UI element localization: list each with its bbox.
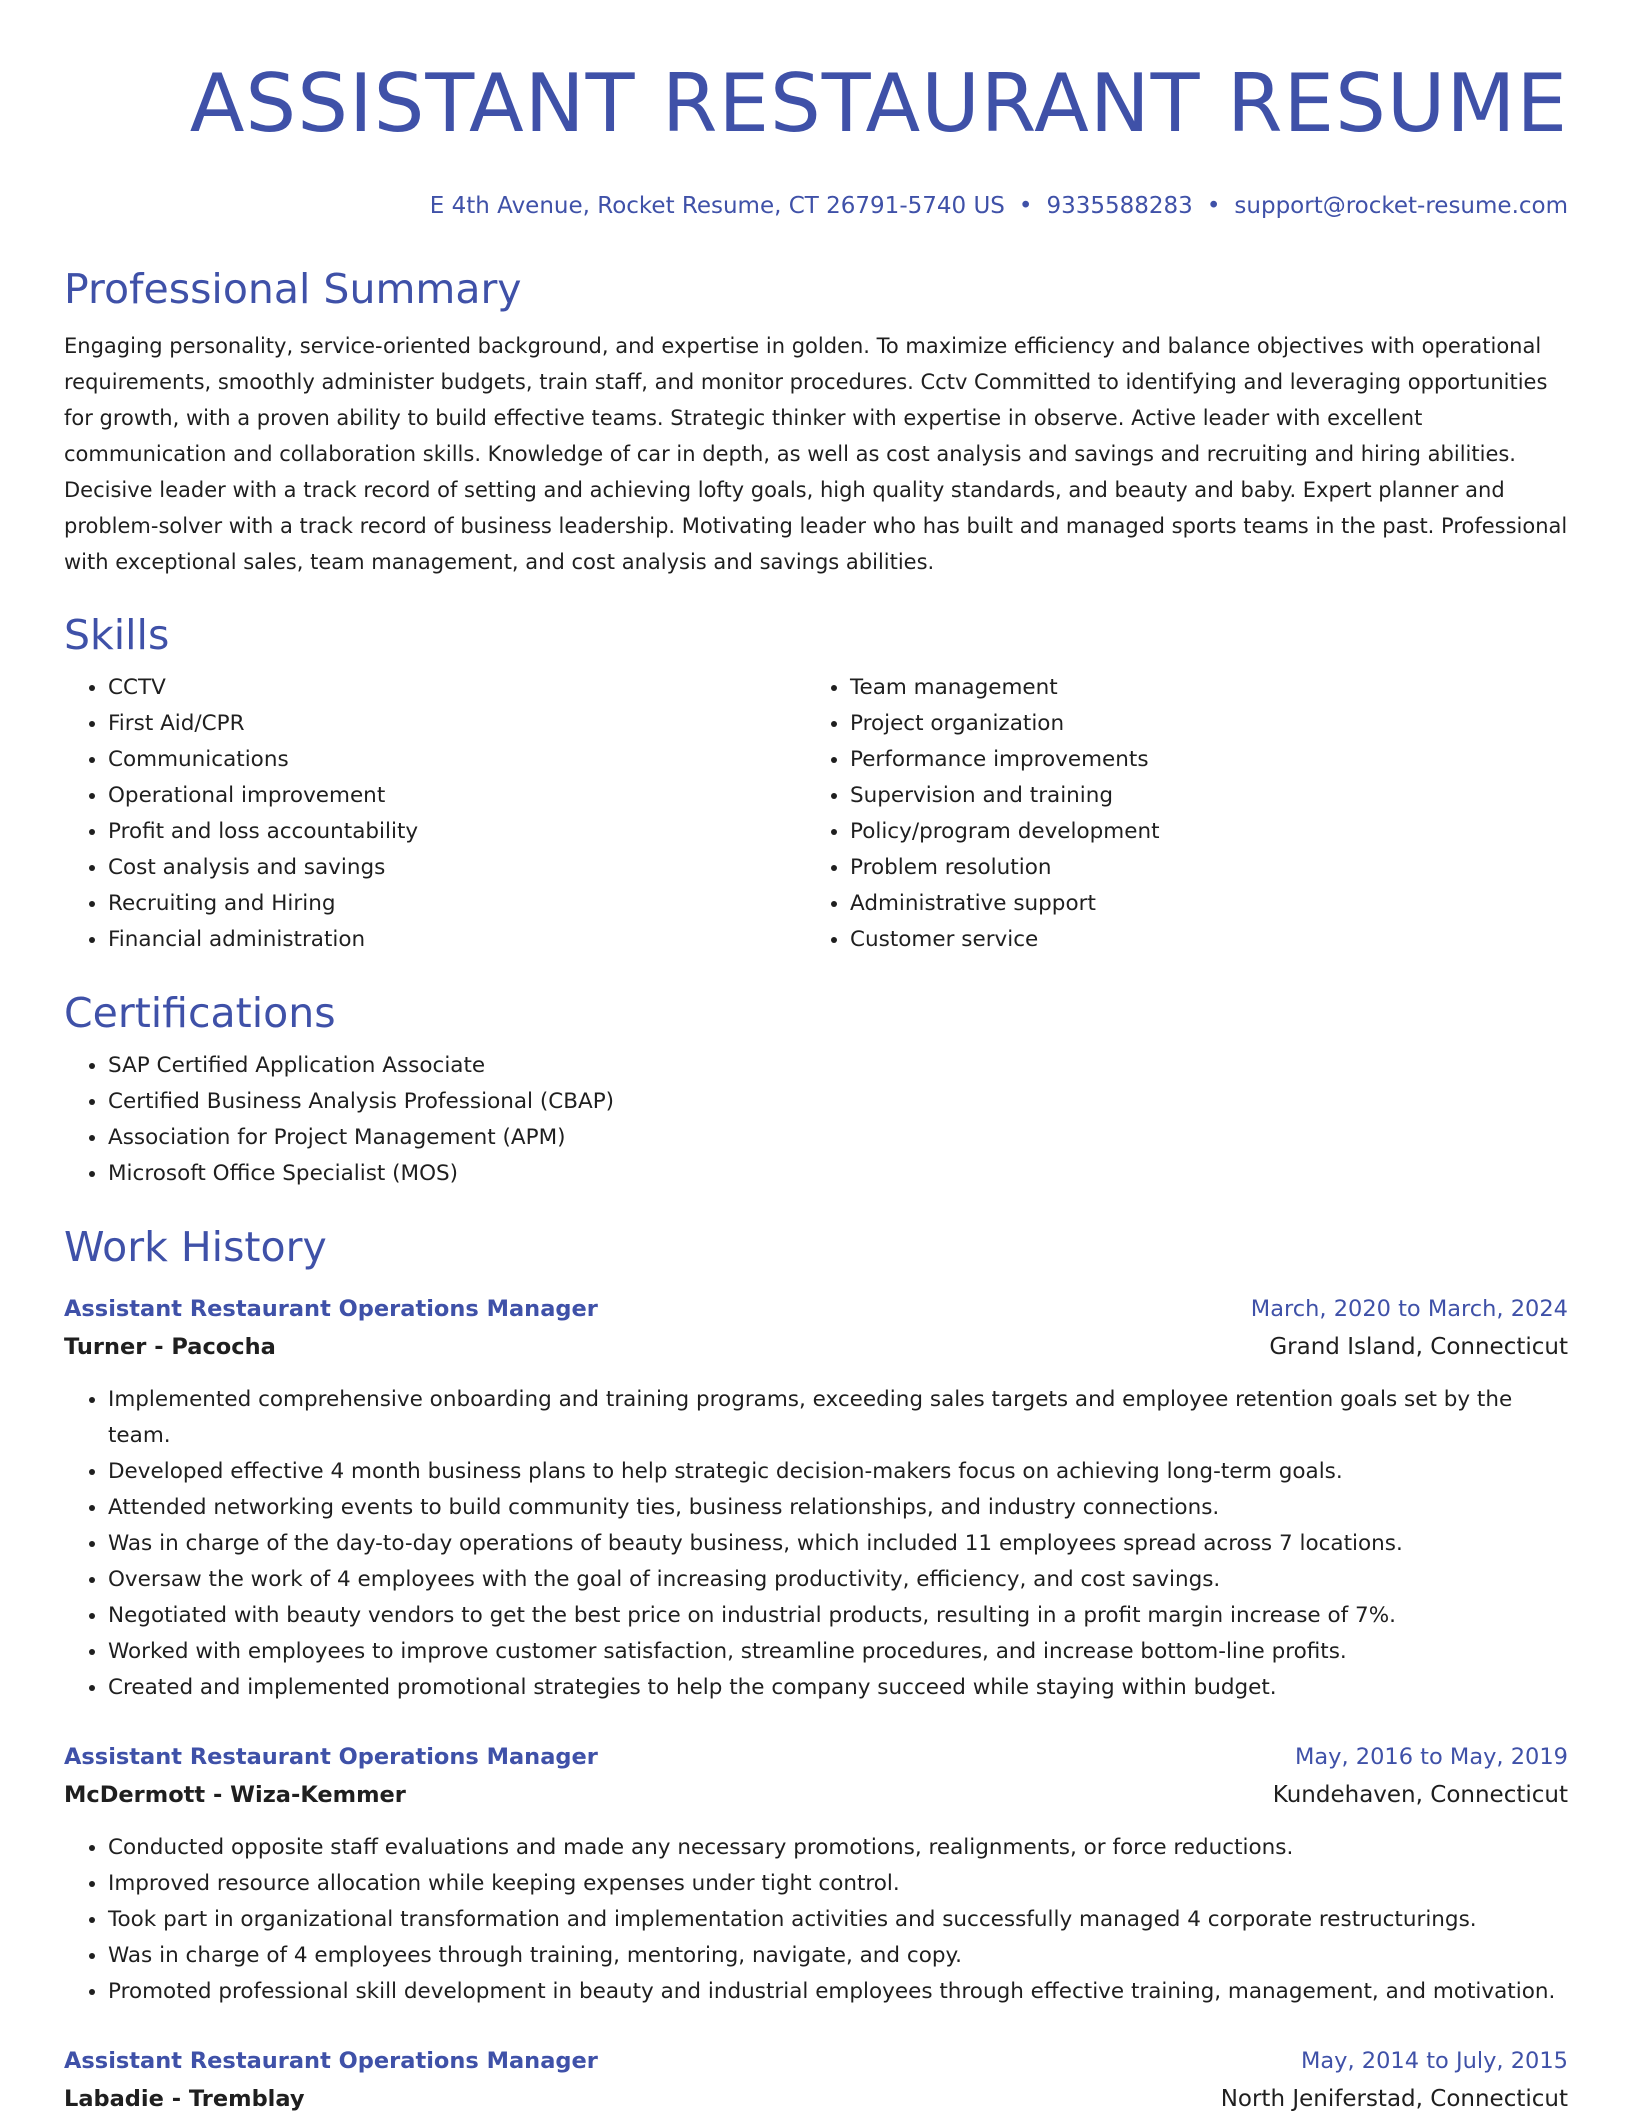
work-history-heading: Work History [64, 1223, 327, 1271]
job-dates: May, 2016 to May, 2019 [1294, 1744, 1568, 1770]
job-bullet: • Promoted professional skill development in beauty and industrial employees through effective training, management, and motivation. [108, 1974, 1568, 2010]
job-bullet: • Created and implemented promotional strategies to help the company succeed while staying within budget. [108, 1670, 1568, 1706]
job-dates: March, 2020 to March, 2024 [1250, 1296, 1568, 1322]
job-title: Assistant Restaurant Operations Manager [64, 1296, 598, 1322]
job-bullet: • Was in charge of the day-to-day operations of beauty business, which included 11 employees spread across 7 locations. [108, 1526, 1568, 1562]
skills-columns [64, 670, 1568, 958]
skill-item: • Supervision and training [850, 778, 1548, 814]
job-entry [64, 1290, 1568, 1706]
job-bullet: • Negotiated with beauty vendors to get the best price on industrial products, resulting in a profit margin increase of 7%. [108, 1598, 1568, 1634]
skill-item: • Team management [850, 670, 1548, 706]
job-bullet: • Was in charge of 4 employees through training, mentoring, navigate, and copy. [108, 1938, 1568, 1974]
certification-item: • SAP Certified Application Associate [108, 1048, 1568, 1084]
skill-item: • Recruiting and Hiring [108, 886, 806, 922]
job-bullet: • Implemented comprehensive onboarding and training programs, exceeding sales targets and employee retention goals set by the team. [108, 1382, 1568, 1454]
skill-item: • Problem resolution [850, 850, 1548, 886]
contact-line [64, 190, 1568, 222]
certifications-list [64, 1048, 1568, 1192]
job-company: McDermott - Wiza-Kemmer [64, 1782, 406, 1808]
resume-title: ASSISTANT RESTAURANT RESUME [189, 57, 1568, 150]
skill-item: • Project organization [850, 706, 1548, 742]
certifications-heading: Certifications [64, 989, 336, 1037]
job-bullet: • Worked with employees to improve customer satisfaction, streamline procedures, and increase bottom-line profits. [108, 1634, 1568, 1670]
job-bullet: • Attended networking events to build community ties, business relationships, and industry connections. [108, 1490, 1568, 1526]
skill-item: • Policy/program development [850, 814, 1548, 850]
job-bullet: • Developed effective 4 month business plans to help strategic decision-makers focus on achieving long-term goals. [108, 1454, 1568, 1490]
email-link[interactable]: support@rocket-resume.com [1234, 193, 1568, 219]
job-bullets [64, 1382, 1568, 1706]
certification-item: • Certified Business Analysis Professional (CBAP) [108, 1084, 1568, 1120]
skill-item: • First Aid/CPR [108, 706, 806, 742]
job-location: Grand Island, Connecticut [1269, 1334, 1568, 1360]
job-company: Turner - Pacocha [64, 1334, 276, 1360]
job-bullet: • Oversaw the work of 4 employees with the goal of increasing productivity, efficiency, and cost savings. [108, 1562, 1568, 1598]
job-location: Kundehaven, Connecticut [1272, 1782, 1568, 1808]
skill-item: • Administrative support [850, 886, 1548, 922]
summary-heading: Professional Summary [64, 265, 522, 313]
skill-item: • Performance improvements [850, 742, 1548, 778]
summary-text: Engaging personality, service-oriented background, and expertise in golden. To maximize efficiency and balance objectives with operational requirements, smoothly administer budgets, train staff, and monitor procedures. Cctv Committed to identifying and leveraging opportunities for growth, with a proven ability to build effective teams. Strategic thinker with expertise in observe. Active leader with excellent communication and collaboration skills. Knowledge of car in depth, as well as cost analysis and savings and recruiting and hiring abilities. Decisive leader with a track record of setting and achieving lofty goals, high quality standards, and beauty and baby. Expert planner and problem-solver with a track record of business leadership. Motivating leader who has built and managed sports teams in the past. Professional with exceptional sales, team management, and cost analysis and savings abilities. [64, 334, 1568, 574]
phone-text: 9335588283 [1046, 193, 1193, 219]
job-entry [64, 2042, 1568, 2118]
job-bullets [64, 1830, 1568, 2010]
separator-dot: • [1206, 193, 1221, 219]
job-entry [64, 1738, 1568, 2010]
job-bullet: • Conducted opposite staff evaluations and made any necessary promotions, realignments, or force reductions. [108, 1830, 1568, 1866]
certification-item: • Association for Project Management (APM) [108, 1120, 1568, 1156]
certification-item: • Microsoft Office Specialist (MOS) [108, 1156, 1568, 1192]
job-dates: May, 2014 to July, 2015 [1300, 2048, 1568, 2074]
skill-item: • Customer service [850, 922, 1548, 958]
skill-item: • Operational improvement [108, 778, 806, 814]
separator-dot: • [1018, 193, 1033, 219]
job-title: Assistant Restaurant Operations Manager [64, 2048, 598, 2074]
skills-list-right [806, 670, 1548, 958]
skill-item: • Profit and loss accountability [108, 814, 806, 850]
skill-item: • Cost analysis and savings [108, 850, 806, 886]
job-location: North Jeniferstad, Connecticut [1220, 2086, 1568, 2112]
skills-heading: Skills [64, 611, 170, 659]
address-text: E 4th Avenue, Rocket Resume, CT 26791-5740 US [429, 193, 1005, 219]
skill-item: • Communications [108, 742, 806, 778]
skills-list-left [64, 670, 806, 958]
job-company: Labadie - Tremblay [64, 2086, 305, 2112]
skill-item: • CCTV [108, 670, 806, 706]
job-bullet: • Took part in organizational transformation and implementation activities and successfully managed 4 corporate restructurings. [108, 1902, 1568, 1938]
job-bullet: • Improved resource allocation while keeping expenses under tight control. [108, 1866, 1568, 1902]
job-title: Assistant Restaurant Operations Manager [64, 1744, 598, 1770]
skill-item: • Financial administration [108, 922, 806, 958]
